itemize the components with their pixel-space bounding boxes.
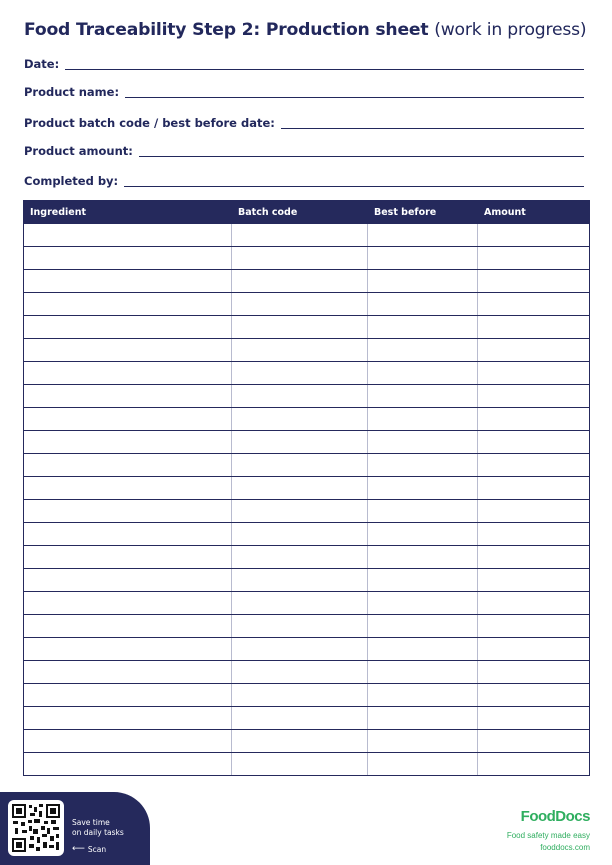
- cell-amount[interactable]: [478, 339, 590, 362]
- table-row: [24, 362, 590, 385]
- cell-amount[interactable]: [478, 684, 590, 707]
- cell-amount[interactable]: [478, 293, 590, 316]
- cell-amount[interactable]: [478, 615, 590, 638]
- cell-best-before[interactable]: [368, 408, 478, 431]
- table-row: [24, 500, 590, 523]
- cell-ingredient[interactable]: [24, 707, 232, 730]
- cell-best-before[interactable]: [368, 707, 478, 730]
- table-row: [24, 707, 590, 730]
- cell-best-before[interactable]: [368, 362, 478, 385]
- cell-ingredient[interactable]: [24, 546, 232, 569]
- cell-best-before[interactable]: [368, 316, 478, 339]
- cell-batch-code[interactable]: [232, 431, 368, 454]
- table-row: [24, 270, 590, 293]
- qr-scan-label: Scan: [87, 844, 107, 854]
- product-amount-label: Product amount:: [24, 144, 133, 158]
- cell-ingredient[interactable]: [24, 477, 232, 500]
- cell-best-before[interactable]: [368, 661, 478, 684]
- completed-by-label: Completed by:: [24, 174, 119, 188]
- product-amount-line[interactable]: [139, 156, 584, 157]
- table-row: [24, 638, 590, 661]
- cell-best-before[interactable]: [368, 339, 478, 362]
- cell-amount[interactable]: [478, 385, 590, 408]
- cell-batch-code[interactable]: [232, 316, 368, 339]
- cell-batch-code[interactable]: [232, 546, 368, 569]
- table-header-row: [24, 201, 590, 224]
- cell-batch-code[interactable]: [232, 385, 368, 408]
- cell-amount[interactable]: [478, 730, 590, 753]
- cell-ingredient[interactable]: [24, 316, 232, 339]
- table-row: [24, 477, 590, 500]
- cell-best-before[interactable]: [368, 270, 478, 293]
- cell-ingredient[interactable]: [24, 293, 232, 316]
- column-header-batch-code: Batch code: [232, 201, 368, 224]
- cell-ingredient[interactable]: [24, 270, 232, 293]
- cell-best-before[interactable]: [368, 753, 478, 776]
- cell-amount[interactable]: [478, 408, 590, 431]
- cell-amount[interactable]: [478, 431, 590, 454]
- cell-amount[interactable]: [478, 316, 590, 339]
- cell-ingredient[interactable]: [24, 684, 232, 707]
- product-amount-field[interactable]: [24, 142, 584, 158]
- cell-amount[interactable]: [478, 500, 590, 523]
- brand-logo: FoodDocs: [520, 808, 590, 825]
- cell-batch-code[interactable]: [232, 339, 368, 362]
- table-row: [24, 454, 590, 477]
- date-field[interactable]: [24, 55, 584, 71]
- title-subtitle: (work in progress): [434, 20, 587, 40]
- qr-badge: [0, 792, 150, 865]
- table-row: [24, 615, 590, 638]
- cell-ingredient[interactable]: [24, 730, 232, 753]
- column-header-ingredient: Ingredient: [24, 201, 232, 224]
- table-row: [24, 684, 590, 707]
- cell-amount[interactable]: [478, 546, 590, 569]
- brand-block: [507, 808, 590, 852]
- cell-amount[interactable]: [478, 224, 590, 247]
- cell-batch-code[interactable]: [232, 477, 368, 500]
- title-main: Food Traceability Step 2: Production sheet: [24, 20, 429, 40]
- cell-batch-code[interactable]: [232, 224, 368, 247]
- cell-batch-code[interactable]: [232, 362, 368, 385]
- cell-amount[interactable]: [478, 661, 590, 684]
- cell-batch-code[interactable]: [232, 408, 368, 431]
- table-row: [24, 316, 590, 339]
- cell-best-before[interactable]: [368, 546, 478, 569]
- cell-batch-code[interactable]: [232, 707, 368, 730]
- table-row: [24, 224, 590, 247]
- cell-best-before[interactable]: [368, 500, 478, 523]
- cell-ingredient[interactable]: [24, 615, 232, 638]
- cell-batch-code[interactable]: [232, 270, 368, 293]
- cell-best-before[interactable]: [368, 293, 478, 316]
- cell-best-before[interactable]: [368, 477, 478, 500]
- table-row: [24, 385, 590, 408]
- cell-ingredient[interactable]: [24, 362, 232, 385]
- cell-best-before[interactable]: [368, 523, 478, 546]
- table-body: [24, 224, 590, 776]
- table-row: [24, 753, 590, 776]
- cell-ingredient[interactable]: [24, 500, 232, 523]
- cell-amount[interactable]: [478, 523, 590, 546]
- table-row: [24, 661, 590, 684]
- cell-ingredient[interactable]: [24, 523, 232, 546]
- cell-ingredient[interactable]: [24, 569, 232, 592]
- qr-text-line2: on daily tasks: [72, 828, 124, 837]
- cell-best-before[interactable]: [368, 431, 478, 454]
- batch-code-label: Product batch code / best before date:: [24, 116, 275, 130]
- qr-code[interactable]: [8, 800, 64, 856]
- cell-ingredient[interactable]: [24, 247, 232, 270]
- cell-amount[interactable]: [478, 477, 590, 500]
- cell-batch-code[interactable]: [232, 638, 368, 661]
- cell-batch-code[interactable]: [232, 454, 368, 477]
- cell-ingredient[interactable]: [24, 431, 232, 454]
- cell-batch-code[interactable]: [232, 523, 368, 546]
- cell-ingredient[interactable]: [24, 661, 232, 684]
- table-row: [24, 546, 590, 569]
- cell-ingredient[interactable]: [24, 385, 232, 408]
- cell-amount[interactable]: [478, 247, 590, 270]
- table-row: [24, 431, 590, 454]
- cell-ingredient[interactable]: [24, 592, 232, 615]
- product-name-label: Product name:: [24, 85, 120, 99]
- cell-best-before[interactable]: [368, 730, 478, 753]
- cell-best-before[interactable]: [368, 247, 478, 270]
- table-row: [24, 408, 590, 431]
- product-name-line[interactable]: [125, 97, 584, 98]
- table-row: [24, 592, 590, 615]
- table-row: [24, 569, 590, 592]
- cell-batch-code[interactable]: [232, 753, 368, 776]
- table-row: [24, 523, 590, 546]
- cell-batch-code[interactable]: [232, 661, 368, 684]
- qr-text-line1: Save time: [72, 818, 110, 827]
- cell-best-before[interactable]: [368, 454, 478, 477]
- page-title: [24, 20, 594, 40]
- cell-batch-code[interactable]: [232, 684, 368, 707]
- table-row: [24, 730, 590, 753]
- cell-batch-code[interactable]: [232, 592, 368, 615]
- table-row: [24, 293, 590, 316]
- cell-amount[interactable]: [478, 569, 590, 592]
- cell-amount[interactable]: [478, 454, 590, 477]
- cell-amount[interactable]: [478, 362, 590, 385]
- cell-amount[interactable]: [478, 592, 590, 615]
- cell-amount[interactable]: [478, 707, 590, 730]
- column-header-amount: Amount: [478, 201, 590, 224]
- cell-ingredient[interactable]: [24, 753, 232, 776]
- batch-code-field[interactable]: [24, 114, 584, 130]
- brand-site-link[interactable]: fooddocs.com: [540, 843, 590, 852]
- cell-best-before[interactable]: [368, 638, 478, 661]
- cell-ingredient[interactable]: [24, 454, 232, 477]
- qr-scan: [72, 844, 106, 854]
- cell-batch-code[interactable]: [232, 615, 368, 638]
- cell-amount[interactable]: [478, 270, 590, 293]
- completed-by-line[interactable]: [124, 186, 584, 187]
- arrow-left-icon: ⟵: [72, 844, 84, 854]
- cell-ingredient[interactable]: [24, 408, 232, 431]
- cell-batch-code[interactable]: [232, 293, 368, 316]
- cell-best-before[interactable]: [368, 569, 478, 592]
- qr-code-icon: [12, 804, 60, 852]
- cell-amount[interactable]: [478, 638, 590, 661]
- column-header-best-before: Best before: [368, 201, 478, 224]
- ingredients-table: [23, 200, 590, 776]
- table-row: [24, 339, 590, 362]
- cell-batch-code[interactable]: [232, 247, 368, 270]
- date-label: Date:: [24, 57, 60, 71]
- cell-ingredient[interactable]: [24, 339, 232, 362]
- cell-ingredient[interactable]: [24, 224, 232, 247]
- cell-batch-code[interactable]: [232, 569, 368, 592]
- cell-best-before[interactable]: [368, 385, 478, 408]
- qr-text: [72, 818, 124, 838]
- cell-best-before[interactable]: [368, 615, 478, 638]
- cell-best-before[interactable]: [368, 224, 478, 247]
- cell-best-before[interactable]: [368, 684, 478, 707]
- brand-tagline: Food safety made easy: [506, 831, 590, 840]
- cell-amount[interactable]: [478, 753, 590, 776]
- cell-batch-code[interactable]: [232, 500, 368, 523]
- product-name-field[interactable]: [24, 83, 584, 99]
- cell-ingredient[interactable]: [24, 638, 232, 661]
- cell-best-before[interactable]: [368, 592, 478, 615]
- completed-by-field[interactable]: [24, 172, 584, 188]
- date-line[interactable]: [65, 69, 584, 70]
- batch-code-line[interactable]: [281, 128, 584, 129]
- table-row: [24, 247, 590, 270]
- cell-batch-code[interactable]: [232, 730, 368, 753]
